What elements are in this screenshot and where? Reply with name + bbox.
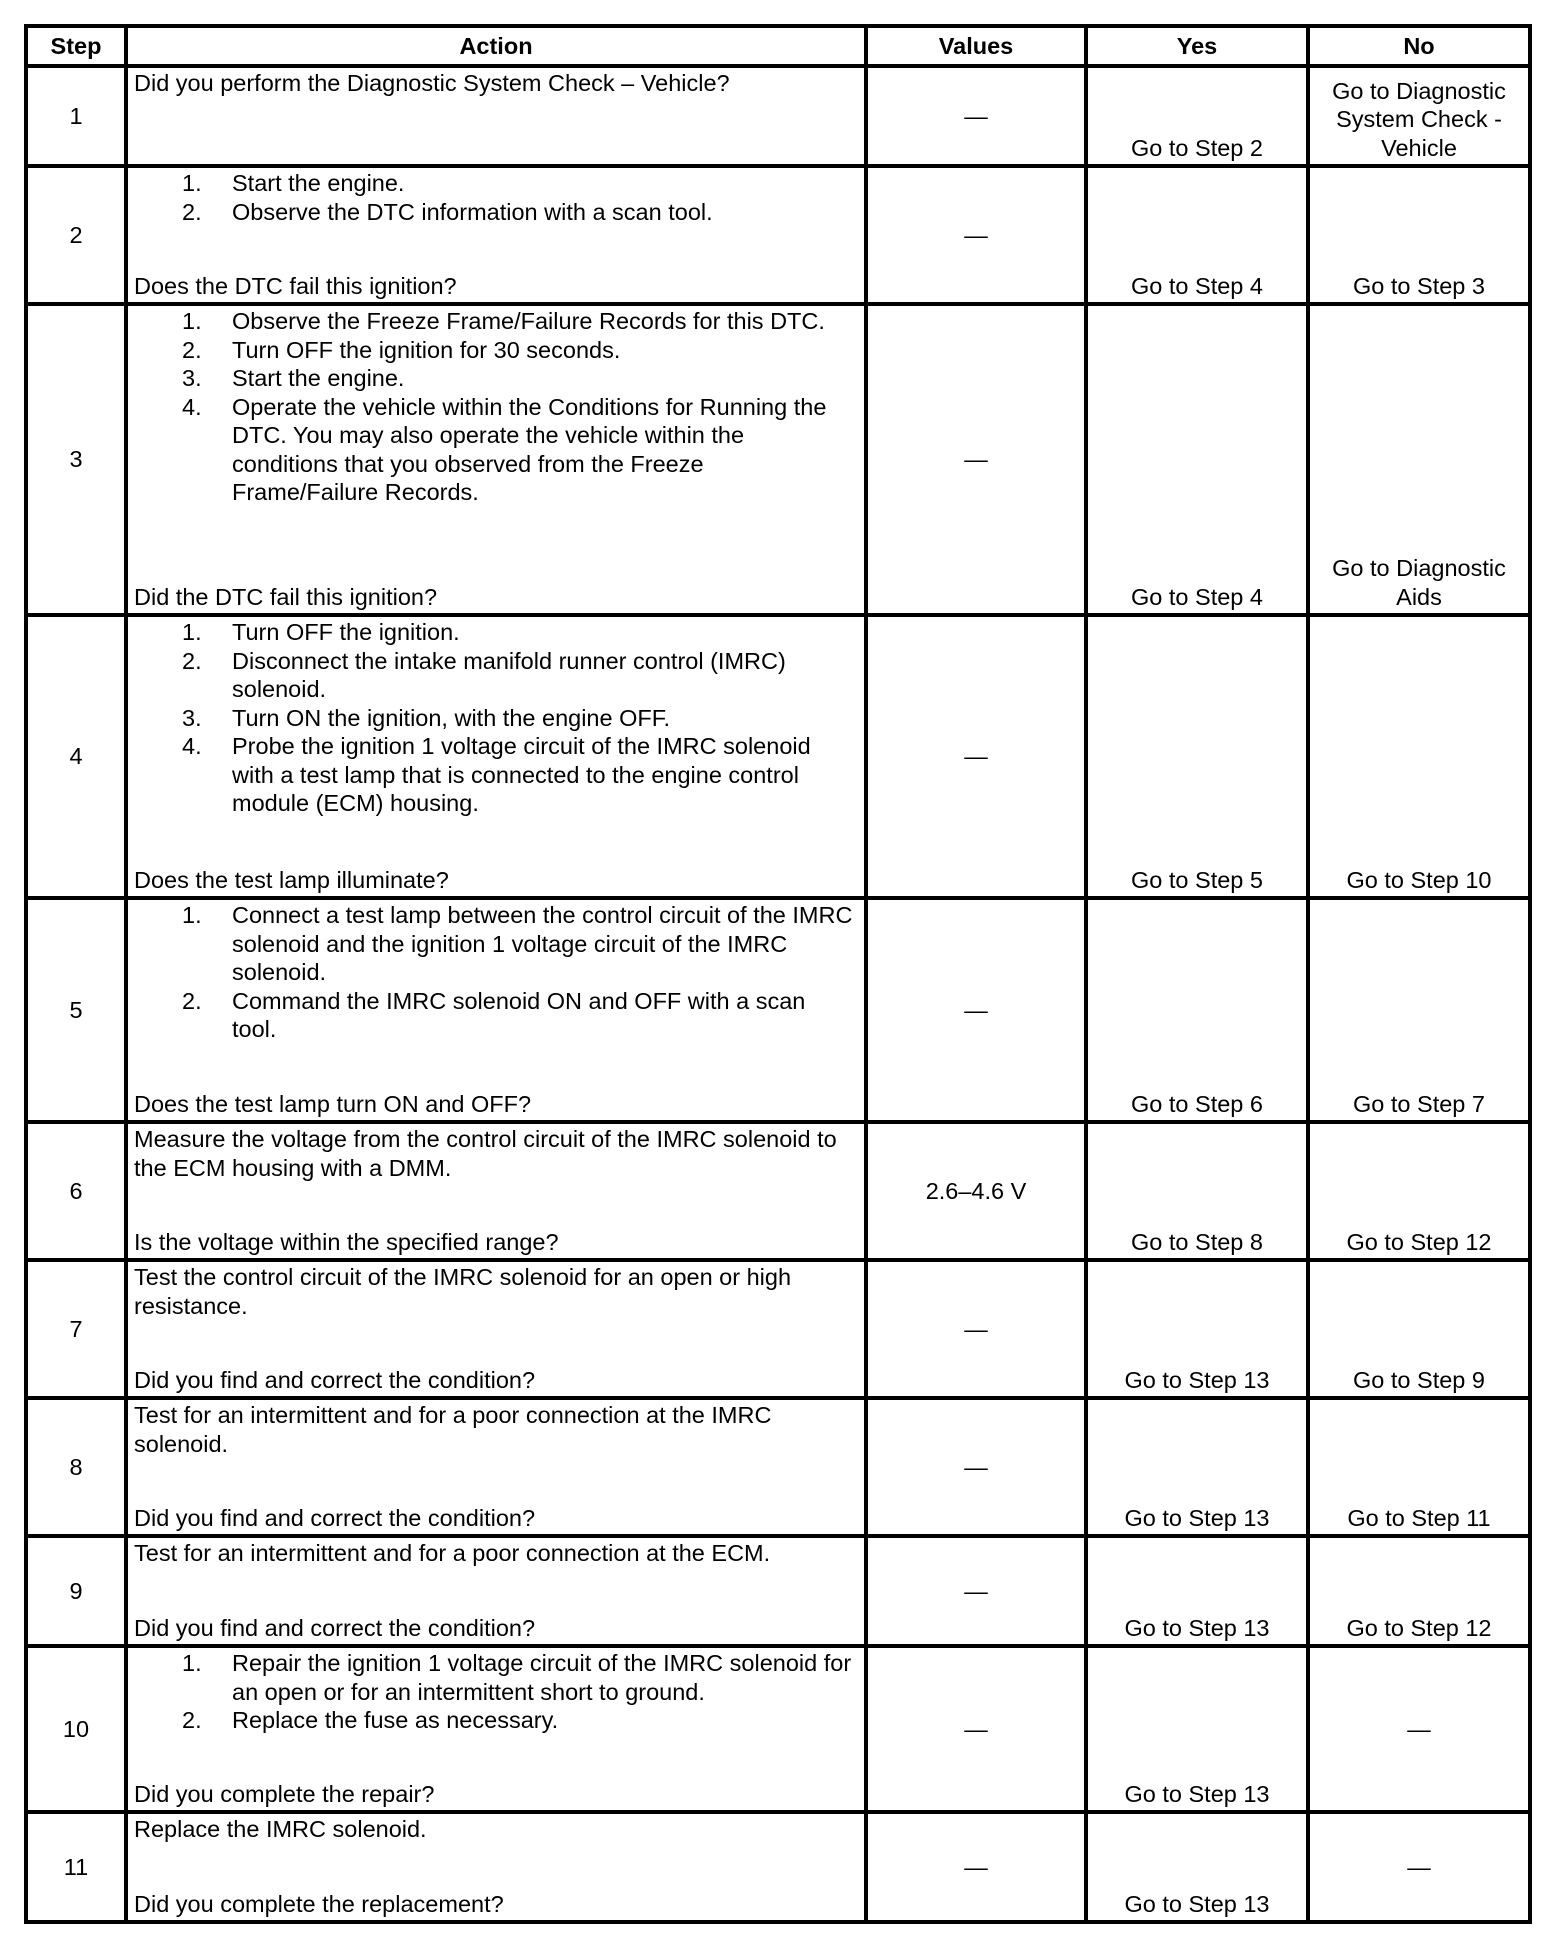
action-steps: [134, 901, 856, 1044]
list-item: 2. Disconnect the intake manifold runner control (IMRC) solenoid.: [182, 647, 786, 702]
values-cell: —: [866, 898, 1086, 1122]
action-text: Replace the IMRC solenoid.: [134, 1816, 427, 1842]
table-row: [26, 1812, 1530, 1922]
values-cell: —: [866, 1398, 1086, 1536]
list-item: 1. Observe the Freeze Frame/Failure Records for this DTC.: [182, 308, 825, 334]
action-question: Did the DTC fail this ignition?: [134, 583, 438, 610]
table-row: [26, 1536, 1530, 1646]
step-number: 6: [26, 1122, 126, 1260]
header-values: Values: [866, 26, 1086, 66]
list-item: 1. Connect a test lamp between the control circuit of the IMRC solenoid and the ignition 1 voltage circuit of the IMRC solenoid.: [182, 902, 853, 985]
table-row: [26, 1398, 1530, 1536]
list-item: 3. Start the engine.: [182, 365, 405, 391]
step-number: 8: [26, 1398, 126, 1536]
table-row: [26, 1646, 1530, 1812]
action-text: Test for an intermittent and for a poor connection at the IMRC solenoid.: [134, 1402, 772, 1457]
yes-cell: Go to Step 13: [1086, 1398, 1308, 1536]
yes-cell: Go to Step 13: [1086, 1812, 1308, 1922]
no-cell: Go to Step 12: [1308, 1122, 1530, 1260]
step-number: 7: [26, 1260, 126, 1398]
action-cell: [126, 615, 866, 898]
yes-cell: Go to Step 8: [1086, 1122, 1308, 1260]
action-cell: [126, 166, 866, 304]
no-cell: Go to Step 9: [1308, 1260, 1530, 1398]
yes-cell: Go to Step 4: [1086, 166, 1308, 304]
values-cell: —: [866, 1812, 1086, 1922]
no-cell: Go to Step 12: [1308, 1536, 1530, 1646]
values-cell: —: [866, 66, 1086, 166]
action-question: Does the test lamp turn ON and OFF?: [134, 1090, 532, 1117]
action-steps: [134, 618, 856, 818]
action-cell: [126, 1646, 866, 1812]
action-cell: [126, 1398, 866, 1536]
values-cell: 2.6–4.6 V: [866, 1122, 1086, 1260]
header-action: Action: [126, 26, 866, 66]
yes-cell: Go to Step 13: [1086, 1260, 1308, 1398]
no-cell: Go to Step 10: [1308, 615, 1530, 898]
values-cell: —: [866, 1260, 1086, 1398]
action-cell: [126, 898, 866, 1122]
action-question: Did you find and correct the condition?: [134, 1366, 536, 1393]
no-cell: —: [1308, 1812, 1530, 1922]
step-number: 5: [26, 898, 126, 1122]
values-cell: —: [866, 615, 1086, 898]
table-header-row: [26, 26, 1530, 66]
table-row: [26, 1260, 1530, 1398]
action-question: Did you complete the replacement?: [134, 1890, 504, 1917]
action-question: Is the voltage within the specified range?: [134, 1228, 559, 1255]
values-cell: —: [866, 166, 1086, 304]
table-row: [26, 304, 1530, 615]
list-item: 1. Repair the ignition 1 voltage circuit of the IMRC solenoid for an open or for an intermittent short to ground.: [182, 1650, 852, 1705]
step-number: 3: [26, 304, 126, 615]
action-question: Did you find and correct the condition?: [134, 1504, 536, 1531]
list-item: 4. Probe the ignition 1 voltage circuit of the IMRC solenoid with a test lamp that is connected to the engine control module (ECM) housing.: [182, 733, 811, 816]
action-text: Did you perform the Diagnostic System Check – Vehicle?: [134, 70, 730, 96]
header-no: No: [1308, 26, 1530, 66]
yes-cell: Go to Step 5: [1086, 615, 1308, 898]
step-number: 2: [26, 166, 126, 304]
action-text: Measure the voltage from the control circuit of the IMRC solenoid to the ECM housing with a DMM.: [134, 1126, 837, 1181]
step-number: 4: [26, 615, 126, 898]
table-row: [26, 1122, 1530, 1260]
step-number: 1: [26, 66, 126, 166]
action-cell: [126, 1260, 866, 1398]
table-row: [26, 66, 1530, 166]
no-cell: —: [1308, 1646, 1530, 1812]
action-cell: [126, 66, 866, 166]
no-cell: Go to Step 3: [1308, 166, 1530, 304]
values-cell: —: [866, 304, 1086, 615]
action-steps: [134, 307, 856, 507]
yes-cell: Go to Step 4: [1086, 304, 1308, 615]
table-row: [26, 615, 1530, 898]
header-yes: Yes: [1086, 26, 1308, 66]
list-item: 1. Turn OFF the ignition.: [182, 619, 460, 645]
list-item: 3. Turn ON the ignition, with the engine OFF.: [182, 704, 671, 731]
list-item: 2. Turn OFF the ignition for 30 seconds.: [182, 336, 621, 363]
list-item: 2. Replace the fuse as necessary.: [182, 1707, 559, 1733]
values-cell: —: [866, 1646, 1086, 1812]
step-number: 10: [26, 1646, 126, 1812]
list-item: 2. Observe the DTC information with a scan tool.: [182, 198, 713, 225]
action-cell: [126, 1122, 866, 1260]
yes-cell: Go to Step 2: [1086, 66, 1308, 166]
action-text: Test the control circuit of the IMRC solenoid for an open or high resistance.: [134, 1264, 792, 1319]
values-cell: —: [866, 1536, 1086, 1646]
no-cell: Go to Diagnostic System Check - Vehicle: [1308, 66, 1530, 166]
list-item: 1. Start the engine.: [182, 170, 405, 196]
action-steps: [134, 169, 856, 226]
header-step: Step: [26, 26, 126, 66]
step-number: 9: [26, 1536, 126, 1646]
list-item: 2. Command the IMRC solenoid ON and OFF with a scan tool.: [182, 987, 806, 1042]
action-question: Did you complete the repair?: [134, 1780, 435, 1807]
list-item: 4. Operate the vehicle within the Conditions for Running the DTC. You may also operate the vehicle within the conditions that you observed from the Freeze Frame/Failure Records.: [182, 393, 827, 505]
action-question: Does the test lamp illuminate?: [134, 866, 449, 893]
action-cell: [126, 1536, 866, 1646]
yes-cell: Go to Step 13: [1086, 1646, 1308, 1812]
action-question: Does the DTC fail this ignition?: [134, 272, 457, 299]
action-text: Test for an intermittent and for a poor connection at the ECM.: [134, 1540, 771, 1566]
yes-cell: Go to Step 6: [1086, 898, 1308, 1122]
table-row: [26, 898, 1530, 1122]
table-row: [26, 166, 1530, 304]
step-number: 11: [26, 1812, 126, 1922]
action-cell: [126, 304, 866, 615]
action-question: Did you find and correct the condition?: [134, 1614, 536, 1641]
no-cell: Go to Step 7: [1308, 898, 1530, 1122]
diagnostic-table: [24, 24, 1532, 1924]
action-steps: [134, 1649, 856, 1735]
yes-cell: Go to Step 13: [1086, 1536, 1308, 1646]
no-cell: Go to Diagnostic Aids: [1308, 304, 1530, 615]
no-cell: Go to Step 11: [1308, 1398, 1530, 1536]
action-cell: [126, 1812, 866, 1922]
